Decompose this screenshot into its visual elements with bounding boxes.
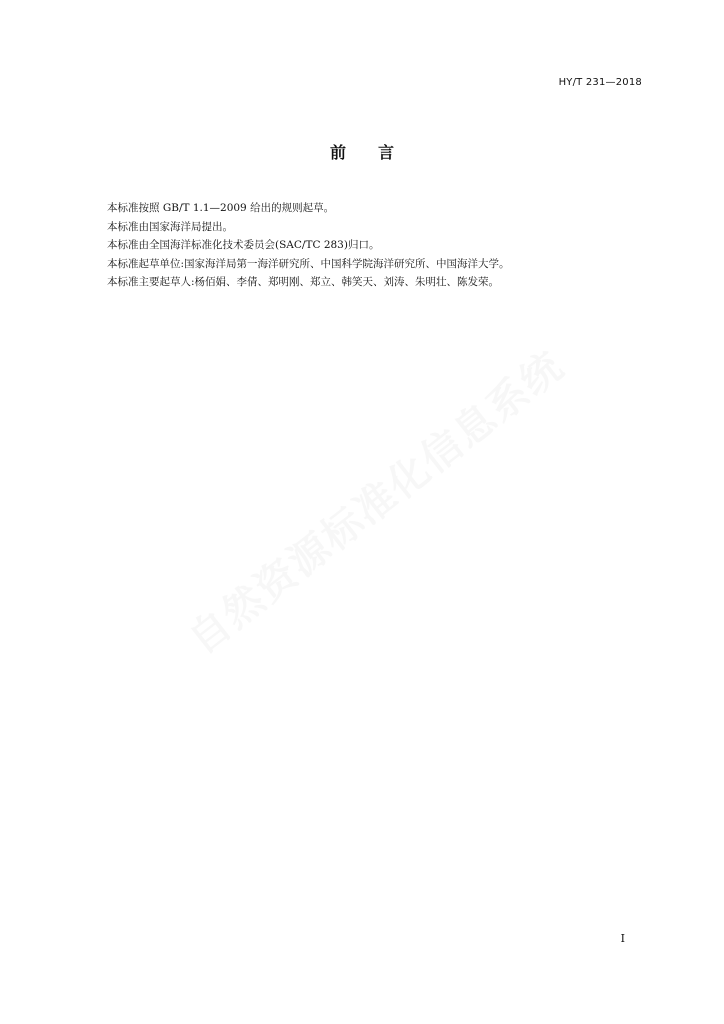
paragraph-drafting-units: 本标准起草单位:国家海洋局第一海洋研究所、中国科学院海洋研究所、中国海洋大学。	[107, 257, 510, 270]
paragraph-drafting-rules: 本标准按照 GB/T 1.1—2009 给出的规则起草。	[107, 202, 335, 214]
paragraph-proposer: 本标准由国家海洋局提出。	[107, 220, 233, 233]
page-number: I	[620, 932, 625, 945]
standard-number: HY/T 231—2018	[558, 77, 642, 88]
paragraph-administration: 本标准由全国海洋标准化技术委员会(SAC/TC 283)归口。	[107, 239, 380, 251]
watermark: 自然资源标准化信息系统	[180, 342, 573, 664]
foreword-body	[107, 199, 647, 292]
paragraph-drafters: 本标准主要起草人:杨佰娟、李倩、郑明刚、郑立、韩笑天、刘涛、朱明壮、陈发荣。	[107, 276, 500, 288]
page-title: 前言	[329, 143, 426, 162]
